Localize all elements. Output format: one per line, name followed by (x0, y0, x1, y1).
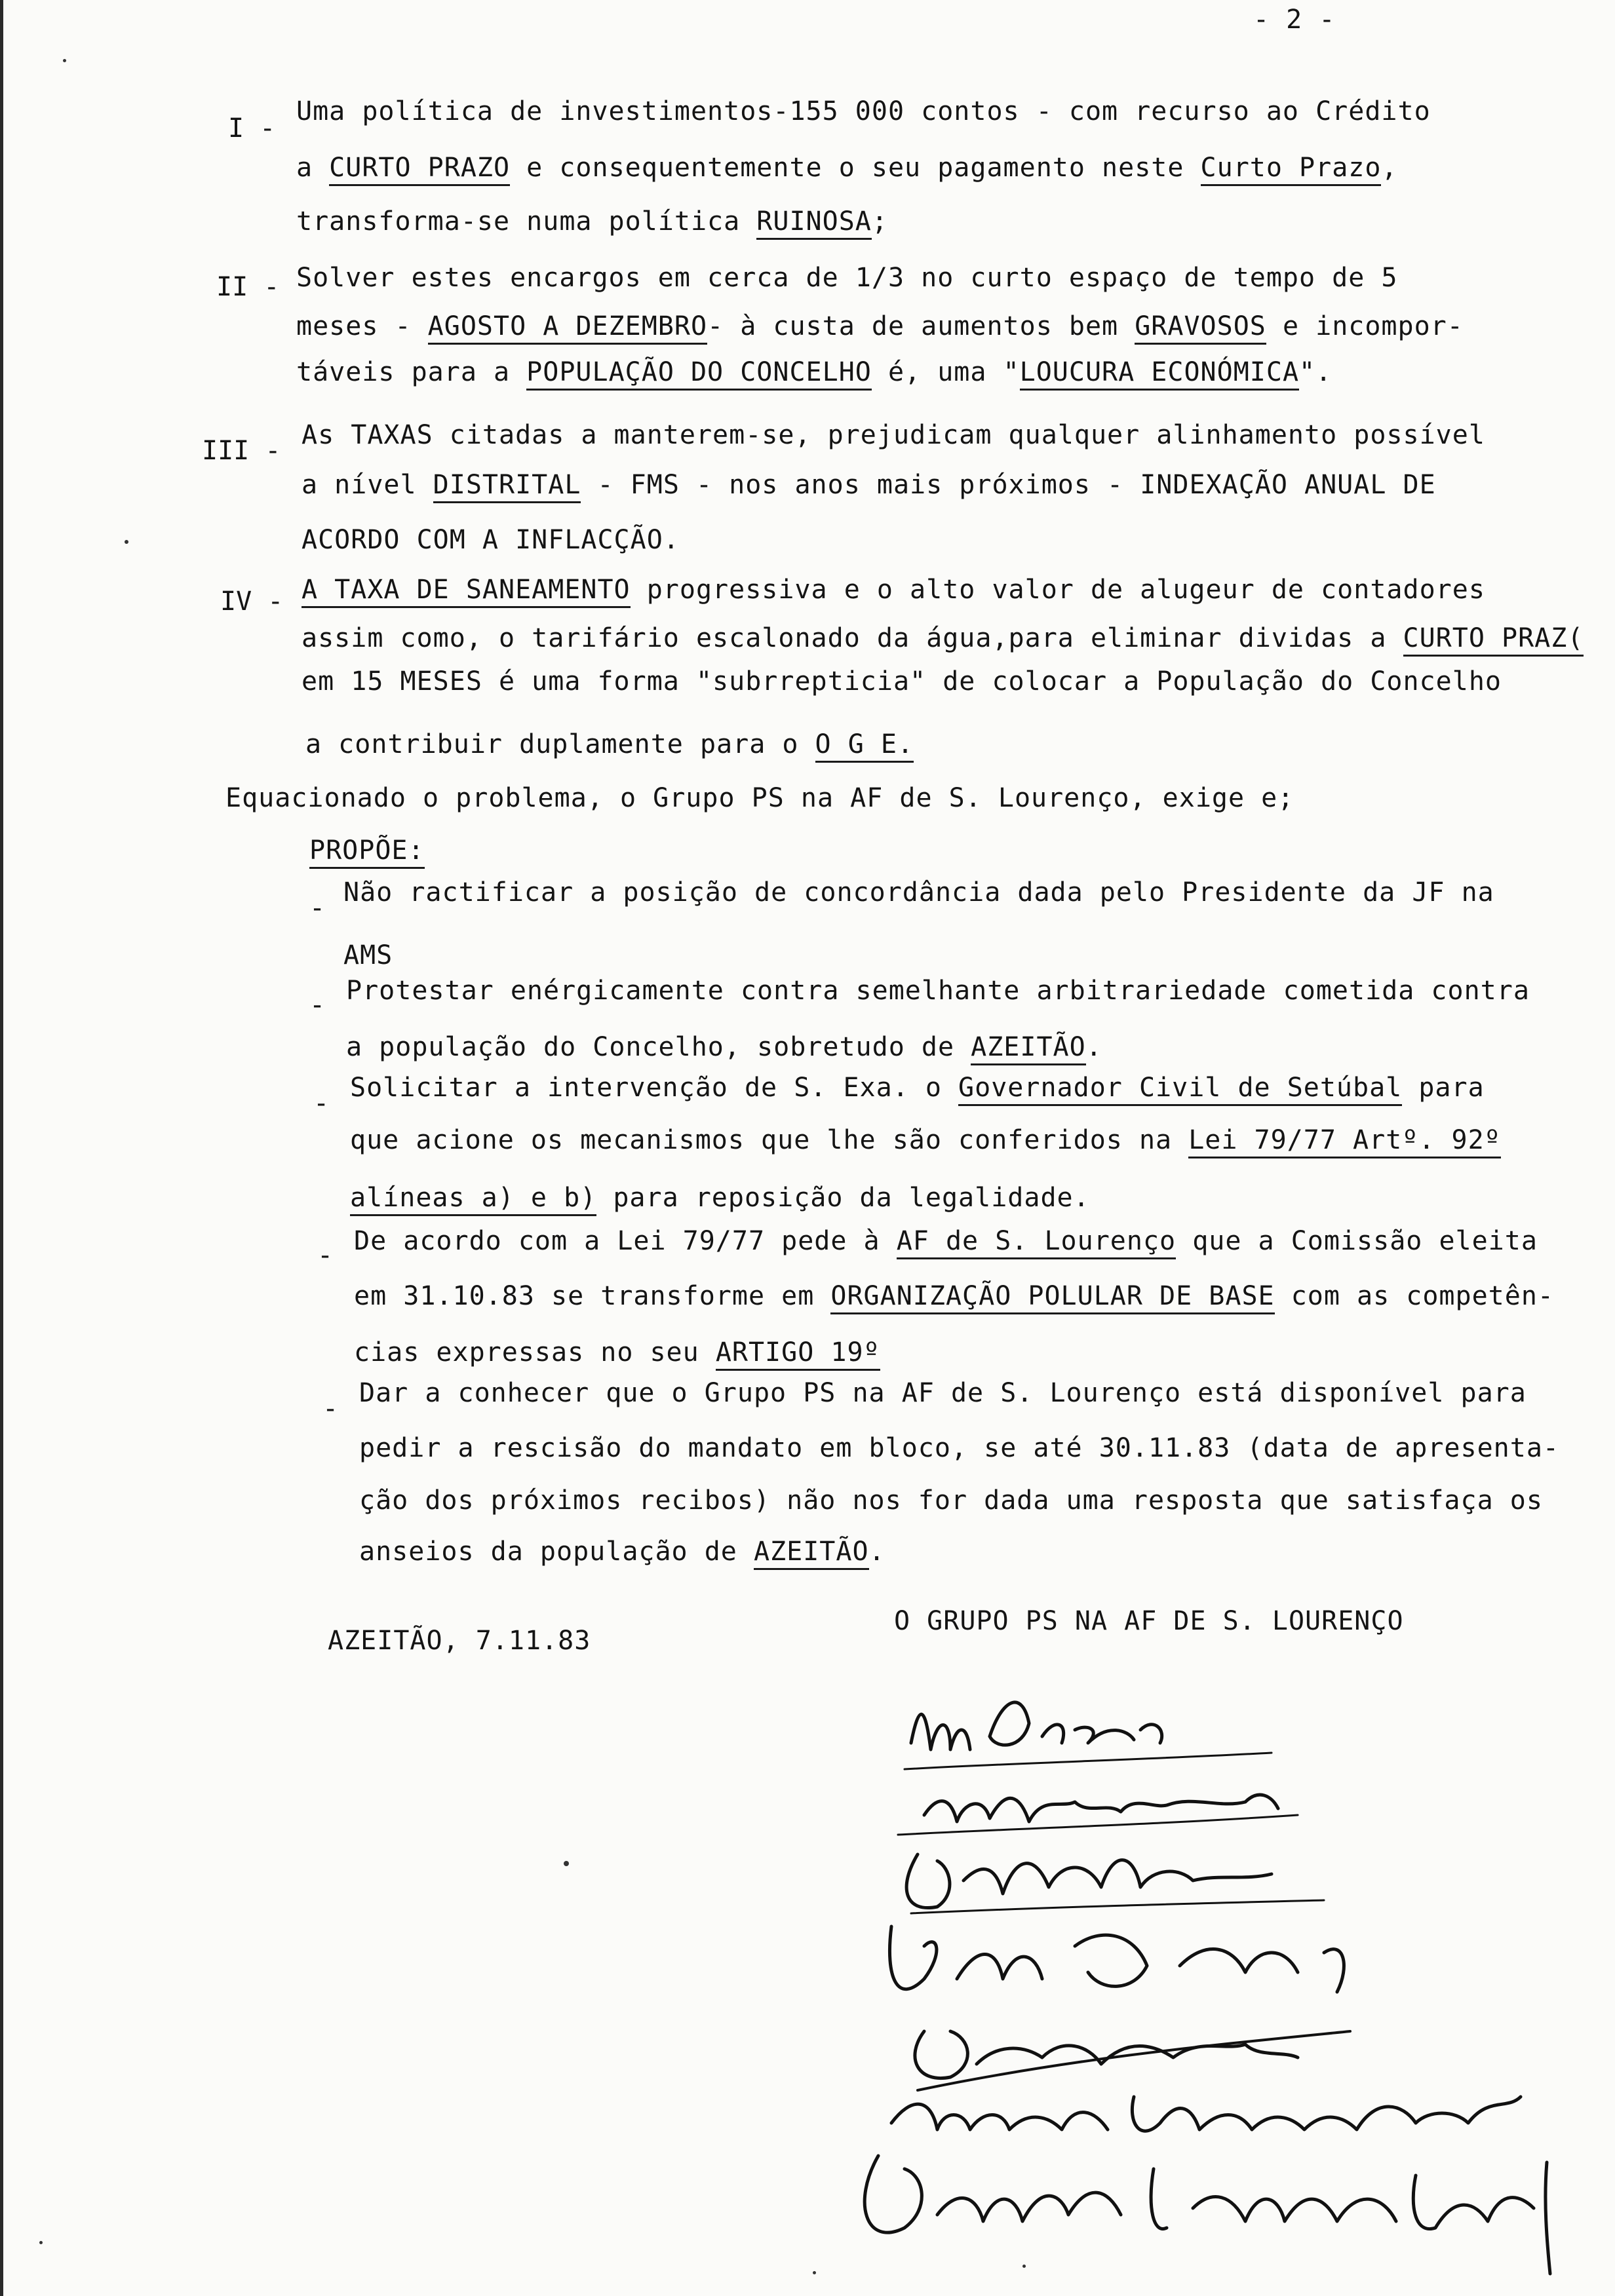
text-segment: é, uma " (871, 357, 1020, 387)
scan-speck (564, 1861, 569, 1866)
bullet-dash: - (309, 893, 326, 923)
underlined-text: A TAXA DE SANEAMENTO (302, 575, 631, 608)
underlined-text: AF de S. Lourenço (897, 1226, 1176, 1259)
item-line (302, 663, 1502, 700)
underlined-text: Governador Civil de Setúbal (958, 1073, 1402, 1106)
proposal-line (346, 1029, 1102, 1065)
item-line (296, 149, 1398, 186)
text-segment: cias expressas no seu (354, 1337, 716, 1368)
proposal-line (359, 1430, 1559, 1466)
intro-text: Equacionado o problema, o Grupo PS na AF de S. Lourenço, exige e; (225, 783, 1294, 813)
item-number: III - (202, 436, 281, 466)
underlined-text: DISTRITAL (433, 470, 581, 503)
text-segment: a população do Concelho, sobretudo de (346, 1032, 971, 1062)
text-segment: em 15 MESES é uma forma "subrrepticia" de colocar a População do Concelho (302, 666, 1502, 697)
item-number: II - (216, 272, 280, 302)
text-segment: ; (871, 206, 888, 237)
item-number: IV - (220, 586, 284, 617)
text-segment: para (1402, 1073, 1485, 1103)
text-segment: a nível (302, 470, 433, 500)
text-segment: De acordo com a Lei 79/77 pede à (354, 1226, 897, 1256)
text-segment: ção dos próximos recibos) não nos for dada uma resposta que satisfaça os (359, 1485, 1543, 1516)
item-line (302, 417, 1485, 453)
text-segment: a (296, 153, 330, 183)
text-segment: que acione os mecanismos que lhe são conferidos na (350, 1125, 1189, 1155)
text-segment: , (1381, 153, 1398, 183)
text-segment: anseios da população de (359, 1537, 754, 1567)
underlined-text: ORGANIZAÇÃO POLULAR DE BASE (830, 1281, 1274, 1314)
item-line (302, 571, 1485, 608)
text-segment: Não ractificar a posição de concordância dada pelo Presidente da JF na (343, 877, 1494, 908)
page-number: - 2 - (1253, 5, 1336, 35)
text-segment: ". (1299, 357, 1333, 387)
proposal-line (354, 1223, 1538, 1259)
bullet-dash: - (317, 1240, 334, 1271)
bullet-dash: - (313, 1088, 330, 1119)
text-segment: e consequentemente o seu pagamento neste (510, 153, 1201, 183)
text-segment: Dar a conhecer que o Grupo PS na AF de S. Lourenço está disponível para (359, 1378, 1527, 1408)
underlined-text: CURTO PRAZO (329, 153, 510, 186)
text-segment: progressiva e o alto valor de alugeur de contadores (630, 575, 1485, 605)
proposal-line (350, 1122, 1501, 1158)
underlined-text: Curto Prazo (1201, 153, 1382, 186)
scan-speck (813, 2271, 816, 2274)
proposal-line (343, 874, 1494, 911)
text-segment: transforma-se numa política (296, 206, 757, 237)
bullet-dash: - (309, 990, 326, 1020)
text-segment: em 31.10.83 se transforme em (354, 1281, 831, 1311)
underlined-text: GRAVOSOS (1135, 311, 1266, 345)
item-line (302, 620, 1584, 657)
proposal-line (354, 1278, 1554, 1314)
text-segment: a contribuir duplamente para o (305, 729, 815, 759)
underlined-text: POPULAÇÃO DO CONCELHO (526, 357, 872, 391)
proposal-line (359, 1482, 1543, 1519)
proposal-line (346, 972, 1530, 1009)
underlined-text: CURTO PRAZ( (1403, 623, 1584, 657)
scan-speck (1022, 2265, 1026, 2268)
text-segment: e incompor- (1266, 311, 1464, 341)
item-line (296, 93, 1431, 130)
text-segment: ACORDO COM A INFLACÇÃO. (302, 525, 680, 555)
text-segment: táveis para a (296, 357, 527, 387)
text-segment: As TAXAS citadas a manterem-se, prejudicam qualquer alinhamento possível (302, 420, 1485, 450)
item-line (305, 726, 914, 763)
underlined-text: alíneas a) e b) (350, 1183, 596, 1216)
text-segment: para reposição da legalidade. (596, 1183, 1090, 1213)
text-segment: meses - (296, 311, 428, 341)
scan-speck (39, 2241, 43, 2244)
underlined-text: Lei 79/77 Artº. 92º (1188, 1125, 1501, 1158)
dateline: AZEITÃO, 7.11.83 (328, 1626, 591, 1656)
text-segment: Uma política de investimentos-155 000 contos - com recurso ao Crédito (296, 96, 1431, 126)
bullet-dash: - (322, 1394, 339, 1424)
signature-title: O GRUPO PS NA AF DE S. LOURENÇO (894, 1606, 1404, 1636)
scan-edge (0, 0, 3, 2296)
underlined-text: ARTIGO 19º (716, 1337, 880, 1371)
text-segment: que a Comissão eleita (1176, 1226, 1538, 1256)
text-segment: Protestar enérgicamente contra semelhante arbitrariedade cometida contra (346, 976, 1530, 1006)
proposal-line (354, 1334, 880, 1371)
item-line (296, 308, 1464, 345)
underlined-text: RUINOSA (756, 206, 872, 240)
text-segment: assim como, o tarifário escalonado da água,para eliminar dividas a (302, 623, 1403, 653)
text-segment: AMS (343, 940, 393, 970)
item-line (296, 203, 888, 240)
underlined-text: O G E. (815, 729, 914, 763)
text-segment: - FMS - nos anos mais próximos - INDEXAÇÃO ANUAL DE (581, 470, 1436, 500)
underlined-text: AZEITÃO (754, 1537, 869, 1570)
proposal-line (350, 1179, 1090, 1216)
text-segment: - à custa de aumentos bem (707, 311, 1135, 341)
item-line (296, 354, 1332, 391)
handwritten-signatures (826, 1638, 1573, 2280)
text-segment: Solicitar a intervenção de S. Exa. o (350, 1073, 959, 1103)
text-segment: . (1085, 1032, 1102, 1062)
item-line (302, 522, 680, 558)
proposal-line (343, 937, 393, 974)
underlined-text: AZEITÃO (971, 1032, 1086, 1065)
underlined-text: AGOSTO A DEZEMBRO (428, 311, 707, 345)
propoe-label (309, 832, 425, 869)
item-line (302, 467, 1436, 503)
text-segment: . (868, 1537, 885, 1567)
item-line (296, 259, 1398, 296)
scan-speck (125, 540, 128, 544)
underlined-text: LOUCURA ECONÓMICA (1020, 357, 1299, 391)
item-number: I - (228, 113, 276, 144)
propoe-text: PROPÕE: (309, 835, 425, 869)
proposal-line (350, 1069, 1485, 1106)
text-segment: com as competên- (1274, 1281, 1555, 1311)
proposal-line (359, 1533, 885, 1570)
proposal-line (359, 1375, 1527, 1411)
scan-speck (63, 59, 66, 62)
text-segment: pedir a rescisão do mandato em bloco, se até 30.11.83 (data de apresenta- (359, 1433, 1559, 1463)
text-segment: Solver estes encargos em cerca de 1/3 no curto espaço de tempo de 5 (296, 263, 1398, 293)
